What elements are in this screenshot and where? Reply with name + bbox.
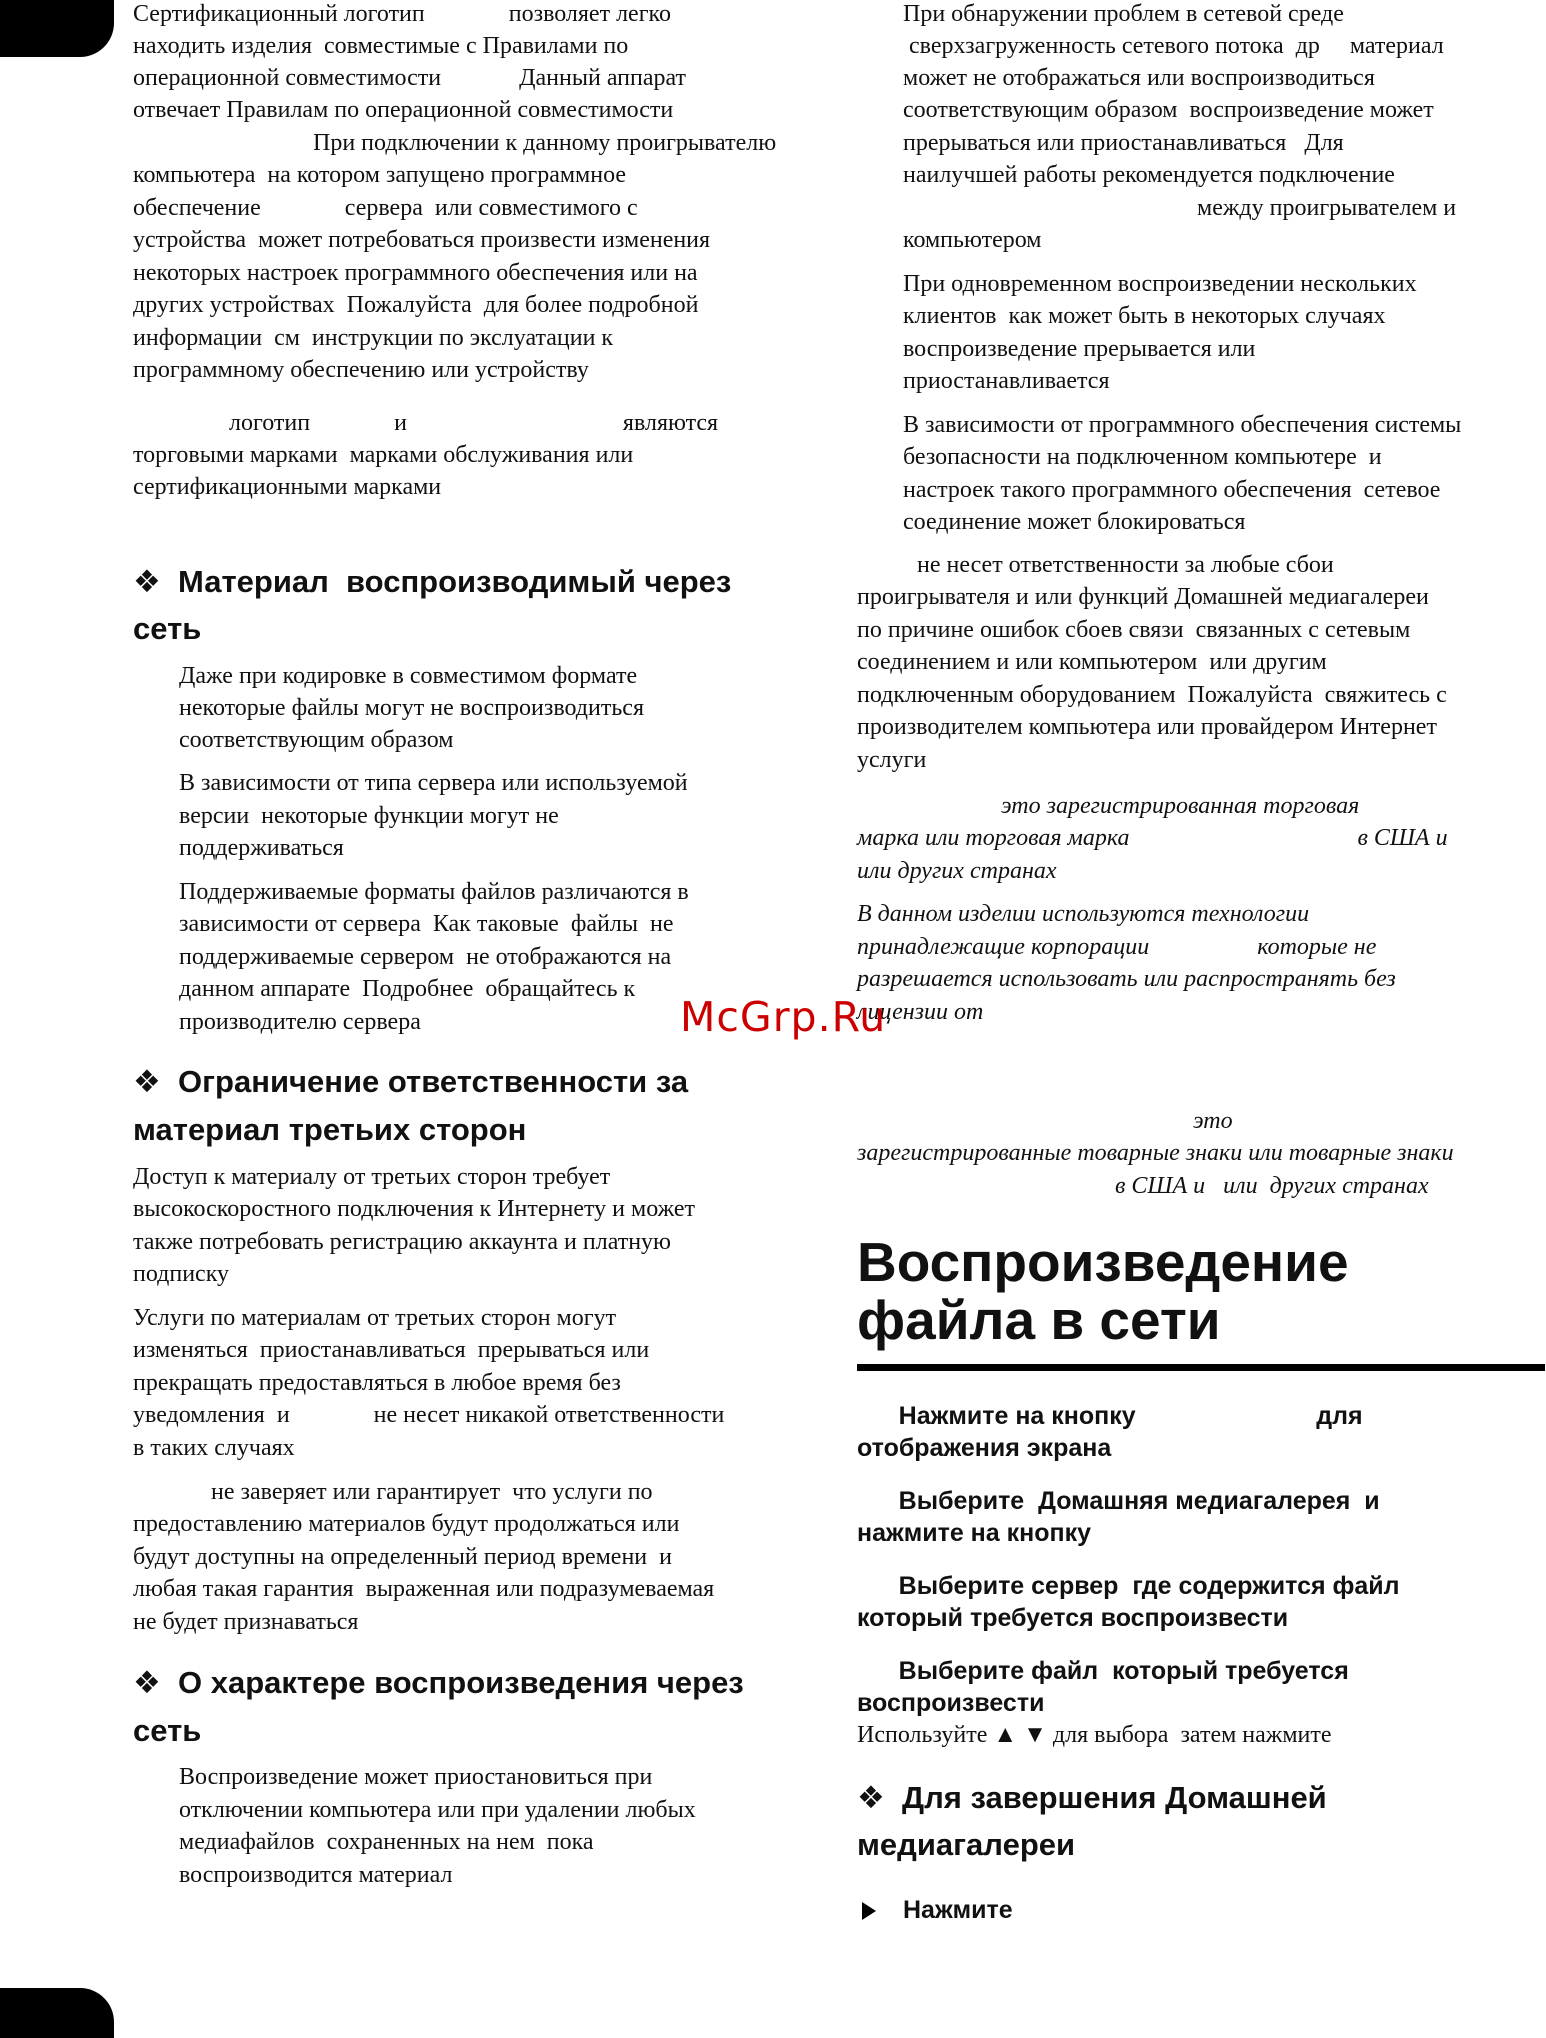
text-line: версии некоторые функции могут не [179,803,559,829]
page-tab-marker-bottom [0,1988,114,2038]
section-heading: ❖ Материал воспроизводимый через [133,564,732,599]
text-line: в США и или других странах [857,1173,1429,1199]
text-line: Сертификационный логотип позволяет легко [133,1,671,27]
text-line: зависимости от сервера Как таковые файлы не [179,911,674,937]
text-line: соответствующим образом [179,727,454,753]
section-heading: ❖ Ограничение ответственности за [133,1064,689,1099]
text-line: подключенным оборудованием Пожалуйста свяжитесь с [857,682,1447,708]
text-line: В данном изделии используются технологии [857,901,1310,927]
text-line: При одновременном воспроизведении нескольких [903,271,1417,297]
text-line: не несет ответственности за любые сбои [857,552,1334,578]
title-rule [857,1364,1545,1371]
text-line: принадлежащие корпорации которые не [857,934,1377,960]
text-line: Воспроизведение может приостановиться при [179,1764,653,1790]
text-line: медиафайлов сохраненных на нем пока [179,1829,594,1855]
step-text: Нажмите на кнопку для [857,1402,1363,1430]
text-line: по причине ошибок сбоев связи связанных с сетевым [857,617,1411,643]
text-line: программному обеспечению или устройству [133,357,589,383]
step-text: Выберите сервер где содержится файл [857,1572,1400,1600]
text-line: настроек такого программного обеспечения сетевое [903,477,1441,503]
text-line: находить изделия совместимые с Правилами по [133,33,629,59]
text-line: торговыми марками марками обслуживания или [133,442,634,468]
text-line: не заверяет или гарантирует что услуги по [133,1479,653,1505]
section-heading: материал третьих сторон [133,1112,527,1147]
text-line: При обнаружении проблем в сетевой среде [903,1,1344,27]
text-line: В зависимости от программного обеспечения системы [903,412,1462,438]
text-line: устройства может потребоваться произвести изменения [133,227,711,253]
text-line: компьютера на котором запущено программное [133,162,627,188]
page-title: файла в сети [857,1289,1221,1351]
text-line: Услуги по материалам от третьих сторон могут [133,1305,617,1331]
text-line: прекращать предоставляться в любое время без [133,1370,621,1396]
text-line: изменяться приостанавливаться прерываться или [133,1337,650,1363]
text-line: услуги [857,747,927,773]
text-line: компьютером [903,227,1042,253]
text-line: данном аппарате Подробнее обращайтесь к [179,976,636,1002]
step-text: который требуется воспроизвести [857,1604,1289,1632]
text-line: В зависимости от типа сервера или используемой [179,770,688,796]
text-line: отключении компьютера или при удалении любых [179,1797,696,1823]
text-line: приостанавливается [903,368,1110,394]
text-line: в таких случаях [133,1435,295,1461]
text-line: поддерживаемые сервером не отображаются на [179,944,672,970]
text-line: высокоскоростного подключения к Интернету и может [133,1196,696,1222]
step-note: Используйте ▲ ▼ для выбора затем нажмите [857,1722,1332,1748]
play-arrow-icon [862,1902,876,1920]
text-line: других устройствах Пожалуйста для более подробной [133,292,699,318]
text-line: это [857,1108,1233,1134]
text-line: сверхзагруженность сетевого потока др материал [903,33,1444,59]
section-heading: сеть [133,611,202,646]
text-line: марка или торговая марка в США и [857,825,1448,851]
step-text: воспроизвести [857,1689,1045,1717]
text-line: любая такая гарантия выраженная или подразумеваемая [133,1576,715,1602]
text-line: зарегистрированные товарные знаки или товарные знаки [857,1140,1454,1166]
text-line: воспроизводится материал [179,1862,453,1888]
text-line: клиентов как может быть в некоторых случаях [903,303,1386,329]
step-text: нажмите на кнопку [857,1519,1092,1547]
section-heading: ❖ Для завершения Домашней [857,1780,1327,1815]
text-line: проигрывателя и или функций Домашней медиагалереи [857,584,1429,610]
text-line: некоторые файлы могут не воспроизводиться [179,695,644,721]
watermark: McGrp.Ru [680,993,887,1041]
text-line: производителю сервера [179,1009,421,1035]
text-line: логотип и являются [133,410,719,436]
text-line: может не отображаться или воспроизводиться [903,65,1375,91]
page-tab-marker-top [0,0,114,57]
step-text: отображения экрана [857,1434,1112,1462]
text-line: отвечает Правилам по операционной совместимости [133,97,674,123]
text-line: прерываться или приостанавливаться Для [903,130,1344,156]
text-line: воспроизведение прерывается или [903,336,1256,362]
text-line: некоторых настроек программного обеспечения или на [133,260,698,286]
text-line: Даже при кодировке в совместимом формате [179,663,638,689]
text-line: соединение может блокироваться [903,509,1246,535]
text-line: При подключении к данному проигрывателю [133,130,777,156]
section-heading: сеть [133,1713,202,1748]
text-line: разрешается использовать или распространять без [857,966,1396,992]
text-line: будут доступны на определенный период времени и [133,1544,672,1570]
step-text: Нажмите [903,1896,1013,1924]
text-line: поддерживаться [179,835,344,861]
text-line: или других странах [857,858,1057,884]
text-line: не будет признаваться [133,1609,359,1635]
step-text: Выберите файл который требуется [857,1657,1349,1685]
text-line: наилучшей работы рекомендуется подключение [903,162,1395,188]
text-line: обеспечение сервера или совместимого с [133,195,638,221]
section-heading: медиагалереи [857,1827,1076,1862]
text-line: производителем компьютера или провайдером Интернет [857,714,1437,740]
section-heading: ❖ О характере воспроизведения через [133,1665,744,1700]
page-title: Воспроизведение [857,1231,1349,1293]
text-line: между проигрывателем и [903,195,1457,221]
text-line: соответствующим образом воспроизведение может [903,97,1434,123]
text-line: сертификационными марками [133,474,442,500]
step-text: Выберите Домашняя медиагалерея и [857,1487,1380,1515]
text-line: безопасности на подключенном компьютере и [903,444,1382,470]
text-line: операционной совместимости Данный аппарат [133,65,687,91]
text-line: информации см инструкции по экслуатации к [133,325,614,351]
text-line: предоставлению материалов будут продолжаться или [133,1511,680,1537]
text-line: также потребовать регистрацию аккаунта и платную [133,1229,671,1255]
text-line: подписку [133,1261,230,1287]
text-line: уведомления и не несет никакой ответственности [133,1402,725,1428]
text-line: лицензии от [857,999,984,1025]
text-line: это зарегистрированная торговая [857,793,1360,819]
text-line: Поддерживаемые форматы файлов различаются в [179,879,689,905]
text-line: Доступ к материалу от третьих сторон требует [133,1164,611,1190]
text-line: соединением и или компьютером или другим [857,649,1327,675]
